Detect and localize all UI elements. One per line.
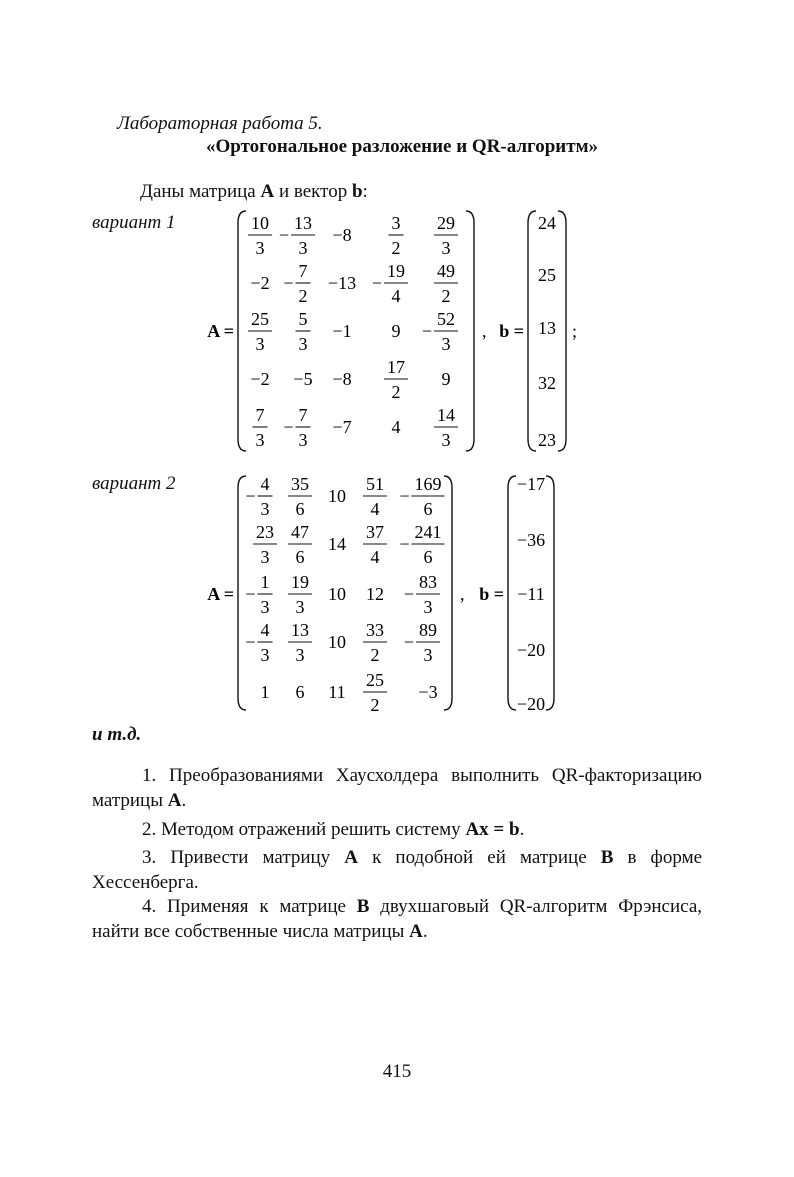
variant-1-a-r3-c1-den: 3 bbox=[255, 334, 265, 354]
variant-1-a-label: A = bbox=[207, 321, 234, 341]
variant-1-b-r1: 24 bbox=[538, 213, 556, 233]
variant-1-a-r4-c1: −2 bbox=[250, 369, 270, 389]
variant-1-system bbox=[190, 205, 600, 455]
variant-2-a-r1-c4-num: 51 bbox=[366, 474, 384, 494]
variant-1-matrix-right-paren bbox=[466, 211, 474, 451]
variant-2-a-r1-c1-sign: − bbox=[245, 486, 256, 506]
variant-2-b-r4: −20 bbox=[516, 640, 546, 660]
task-2-end: . bbox=[519, 819, 525, 840]
variant-2-a-r4-c1-num: 4 bbox=[260, 620, 270, 640]
variant-2-a-r3-c4: 12 bbox=[366, 584, 384, 604]
variant-2-a-r2-c4-num: 37 bbox=[366, 522, 384, 542]
variant-2-a-r4-c2-den: 3 bbox=[295, 645, 305, 665]
variant-1-a-r2-c1: −2 bbox=[250, 273, 270, 293]
variant-1-a-r5-c1-num: 7 bbox=[255, 405, 265, 425]
variant-2-a-r4-c4-den: 2 bbox=[370, 645, 380, 665]
variant-2-a-r4-c1-den: 3 bbox=[260, 645, 270, 665]
variant-1-a-r5-c1-den: 3 bbox=[255, 430, 265, 450]
variant-1-b-r5: 23 bbox=[538, 430, 556, 450]
variant-1-b-r4: 32 bbox=[538, 373, 556, 393]
variant-2-a-r1-c1-den: 3 bbox=[260, 499, 270, 519]
variant-1-a-r1-c4-den: 2 bbox=[391, 238, 401, 258]
variant-1-label: вариант 1 bbox=[92, 212, 176, 233]
variant-2-a-r2-c3: 14 bbox=[328, 534, 346, 554]
task-2 bbox=[92, 817, 702, 842]
task-1-text: 1. Преобразованиями Хаусхолдера выполнить QR-факторизацию матрицы bbox=[92, 765, 702, 811]
task-4-symbol-b: B bbox=[356, 896, 370, 917]
variant-2-a-r2-c4-den: 4 bbox=[370, 547, 380, 567]
intro-sentence bbox=[140, 181, 368, 203]
variant-1-a-r3-c1-num: 25 bbox=[251, 309, 269, 329]
variant-2-a-r1-c5-sign: − bbox=[399, 486, 410, 506]
task-3-symbol-b: B bbox=[600, 847, 614, 868]
variant-1-a-r2-c5-num: 49 bbox=[437, 261, 455, 281]
lab-work-title: Лабораторная работа 5. bbox=[117, 113, 323, 134]
variant-2-b-r3: −11 bbox=[517, 584, 545, 604]
variant-1-a-r2-c2-sign: − bbox=[283, 273, 294, 293]
main-title: «Ортогональное разложение и QR-алгоритм» bbox=[206, 136, 599, 157]
variant-2-a-r5-c1: 1 bbox=[260, 682, 270, 702]
intro-after: : bbox=[362, 181, 368, 202]
variant-1-a-r5-c5-den: 3 bbox=[441, 430, 451, 450]
variant-1-a-r5-c2-num: 7 bbox=[298, 405, 308, 425]
variant-2-b-r5: −20 bbox=[516, 694, 546, 714]
variant-1-a-r2-c4-den: 4 bbox=[391, 286, 401, 306]
variant-1-a-r1-c5-den: 3 bbox=[441, 238, 451, 258]
variant-2-a-r3-c1-den: 3 bbox=[260, 597, 270, 617]
variant-1-a-r5-c4: 4 bbox=[391, 417, 401, 437]
variant-2-a-r1-c2-den: 6 bbox=[295, 499, 305, 519]
variant-2-a-r4-c5-sign: − bbox=[403, 632, 414, 652]
task-1-symbol: A bbox=[167, 790, 182, 811]
intro-middle: и вектор bbox=[278, 181, 348, 202]
variant-1-a-r2-c2-den: 2 bbox=[298, 286, 308, 306]
variant-1-b-r2: 25 bbox=[538, 265, 556, 285]
task-4-symbol-a: A bbox=[409, 921, 423, 942]
matrix-symbol: A bbox=[260, 181, 275, 202]
variant-2-b-r2: −36 bbox=[516, 530, 546, 550]
task-2-text: 2. Методом отражений решить систему bbox=[142, 819, 461, 840]
variant-1-a-r1-c3: −8 bbox=[332, 225, 352, 245]
variant-1-matrix-left-paren bbox=[238, 211, 246, 451]
variant-1-a-r2-c4-num: 19 bbox=[387, 261, 405, 281]
task-1-end: . bbox=[181, 790, 187, 811]
variant-1-a-r1-c2-sign: − bbox=[278, 225, 289, 245]
variant-2-system bbox=[190, 470, 600, 715]
variant-1-a-r4-c4-num: 17 bbox=[387, 357, 405, 377]
variant-1-a-r3-c5-sign: − bbox=[421, 321, 432, 341]
variant-1-a-r4-c5: 9 bbox=[441, 369, 451, 389]
variant-1-a-r2-c5-den: 2 bbox=[441, 286, 451, 306]
variant-1-a-r1-c2-num: 13 bbox=[294, 213, 312, 233]
variant-2-a-r2-c5-sign: − bbox=[399, 534, 410, 554]
variant-1-terminator: ; bbox=[572, 321, 578, 341]
variant-2-a-r1-c5-num: 169 bbox=[414, 474, 442, 494]
variant-2-a-r4-c4-num: 33 bbox=[366, 620, 384, 640]
variant-2-a-r3-c1-sign: − bbox=[245, 584, 256, 604]
task-3-middle: к подобной ей матрице bbox=[372, 847, 587, 868]
variant-1-vector-right-paren bbox=[558, 211, 566, 451]
variant-1-a-r1-c2-den: 3 bbox=[298, 238, 308, 258]
task-3-text: 3. Привести матрицу bbox=[142, 847, 331, 868]
task-4-end: . bbox=[422, 921, 428, 942]
variant-2-a-r1-c4-den: 4 bbox=[370, 499, 380, 519]
variant-2-a-r2-c2-num: 47 bbox=[291, 522, 309, 542]
variant-1-a-r4-c4-den: 2 bbox=[391, 382, 401, 402]
variant-2-a-r2-c5-den: 6 bbox=[423, 547, 433, 567]
variant-1-b-r3: 13 bbox=[538, 318, 556, 338]
variant-1-a-r5-c2-sign: − bbox=[283, 417, 294, 437]
variant-2-a-r4-c5-den: 3 bbox=[423, 645, 433, 665]
variant-2-a-r2-c1-den: 3 bbox=[260, 547, 270, 567]
variant-2-a-r3-c5-den: 3 bbox=[423, 597, 433, 617]
variant-2-vector-right-paren bbox=[546, 476, 554, 710]
variant-1-a-r5-c2-den: 3 bbox=[298, 430, 308, 450]
variant-1-a-r1-c1-num: 10 bbox=[251, 213, 269, 233]
variant-1-a-r3-c5-den: 3 bbox=[441, 334, 451, 354]
task-1 bbox=[92, 763, 702, 813]
variant-1-a-r1-c1-den: 3 bbox=[255, 238, 265, 258]
task-3-symbol-a: A bbox=[344, 847, 359, 868]
variant-1-b-label: b = bbox=[499, 321, 524, 341]
variant-2-a-r1-c5-den: 6 bbox=[423, 499, 433, 519]
etc-label: и т.д. bbox=[92, 724, 142, 745]
variant-2-a-r5-c2: 6 bbox=[295, 682, 305, 702]
task-2-symbol: Ax = b bbox=[465, 819, 520, 840]
task-4 bbox=[92, 894, 702, 944]
variant-1-a-r2-c4-sign: − bbox=[371, 273, 382, 293]
variant-1-a-r4-c2: −5 bbox=[293, 369, 313, 389]
variant-2-a-r3-c3: 10 bbox=[328, 584, 346, 604]
variant-1-a-r1-c5-num: 29 bbox=[437, 213, 455, 233]
variant-2-a-r1-c2-num: 35 bbox=[291, 474, 309, 494]
variant-2-a-r1-c1-num: 4 bbox=[260, 474, 270, 494]
variant-2-a-r4-c1-sign: − bbox=[245, 632, 256, 652]
variant-1-a-r2-c2-num: 7 bbox=[298, 261, 308, 281]
variant-1-a-r3-c2-num: 5 bbox=[298, 309, 308, 329]
variant-2-a-label: A = bbox=[207, 584, 234, 604]
variant-2-a-r2-c1-num: 23 bbox=[256, 522, 274, 542]
variant-1-a-r5-c3: −7 bbox=[332, 417, 352, 437]
variant-2-a-r3-c5-sign: − bbox=[403, 584, 414, 604]
variant-2-b-r1: −17 bbox=[516, 474, 546, 494]
task-4-text: 4. Применяя к матрице bbox=[142, 896, 346, 917]
variant-2-vector-left-paren bbox=[508, 476, 516, 710]
vector-symbol: b bbox=[351, 181, 363, 202]
variant-2-b-label: b = bbox=[479, 584, 504, 604]
variant-1-a-r5-c5-num: 14 bbox=[437, 405, 455, 425]
variant-2-a-r4-c5-num: 89 bbox=[419, 620, 437, 640]
variant-1-a-r3-c2-den: 3 bbox=[298, 334, 308, 354]
variant-2-a-r4-c3: 10 bbox=[328, 632, 346, 652]
variant-2-a-r3-c1-num: 1 bbox=[260, 572, 270, 592]
variant-2-a-r3-c5-num: 83 bbox=[419, 572, 437, 592]
variant-1-a-r3-c4: 9 bbox=[391, 321, 401, 341]
variant-2-a-r3-c2-den: 3 bbox=[295, 597, 305, 617]
variant-1-a-r1-c4-num: 3 bbox=[391, 213, 401, 233]
task-4-middle: двухшаговый QR-алгоритм Фрэнсиса, найти все собственные числа матрицы bbox=[92, 896, 702, 942]
variant-2-a-r2-c2-den: 6 bbox=[295, 547, 305, 567]
variant-1-a-r3-c3: −1 bbox=[332, 321, 352, 341]
variant-2-a-r2-c5-num: 241 bbox=[414, 522, 442, 542]
variant-1-a-r2-c3: −13 bbox=[327, 273, 357, 293]
variant-2-a-r5-c4-num: 25 bbox=[366, 670, 384, 690]
variant-1-a-r4-c3: −8 bbox=[332, 369, 352, 389]
variant-2-a-r5-c3: 11 bbox=[328, 682, 346, 702]
page-number: 415 bbox=[382, 1061, 412, 1082]
variant-2-separator: , bbox=[460, 584, 465, 604]
variant-2-matrix-right-paren bbox=[444, 476, 452, 710]
task-3 bbox=[92, 845, 702, 895]
variant-2-a-r5-c4-den: 2 bbox=[370, 695, 380, 715]
intro-before: Даны матрица bbox=[140, 181, 256, 202]
variant-2-a-r1-c3: 10 bbox=[328, 486, 346, 506]
variant-2-a-r3-c2-num: 19 bbox=[291, 572, 309, 592]
variant-1-a-r3-c5-num: 52 bbox=[437, 309, 455, 329]
task-3-end: в форме Хессенберга. bbox=[92, 847, 703, 893]
variant-1-separator: , bbox=[482, 321, 487, 341]
variant-2-a-r5-c5: −3 bbox=[418, 682, 438, 702]
variant-2-a-r4-c2-num: 13 bbox=[291, 620, 309, 640]
variant-1-vector-left-paren bbox=[528, 211, 536, 451]
variant-2-label: вариант 2 bbox=[92, 473, 176, 494]
